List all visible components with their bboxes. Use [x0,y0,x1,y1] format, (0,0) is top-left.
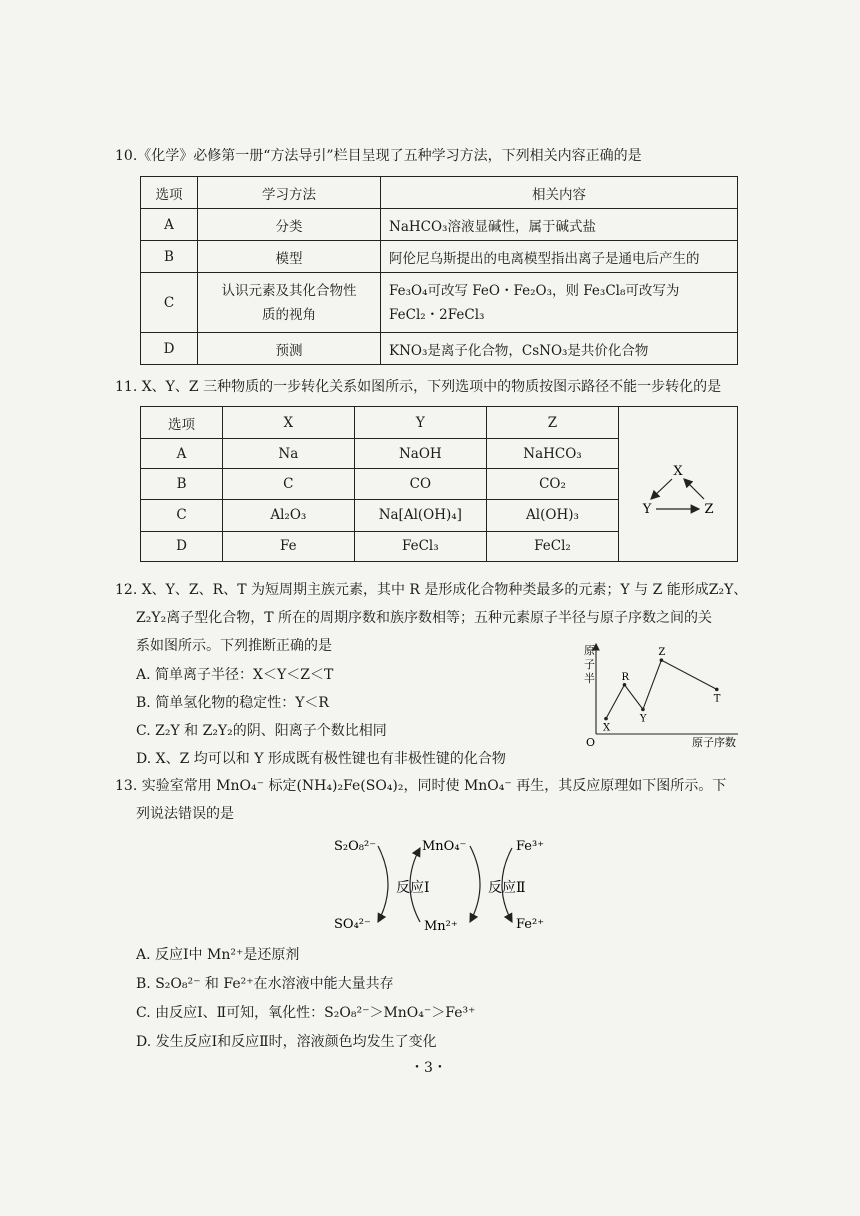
q10-row-b-method: 模型 [198,241,381,273]
q11-diagram-z: Z [704,502,714,517]
q11-row-b-z: CO₂ [487,469,619,499]
s2o8-label: S₂O₈²⁻ [334,839,377,854]
chart-series [603,647,721,733]
q11-header-y: Y [354,407,486,439]
q10-row-c-content: Fe₃O₄可改写 FeO・Fe₂O₃，则 Fe₃Cl₈可改写为 FeCl₂・2FeCl₃ [381,273,738,333]
q13-stem-line1: 13. 实验室常用 MnO₄⁻ 标定(NH₄)₂Fe(SO₄)₂，同时使 MnO₄⁻ 再生，其反应原理如下图所示。下 [115,778,727,794]
data-label-r: R [621,671,629,683]
q11-table [140,406,738,562]
table-row [141,241,738,273]
q10-row-a-content: NaHCO₃溶液显碱性，属于碱式盐 [381,209,738,241]
q11-row-c-option: C [141,499,223,531]
q12-option-b: B. 简单氢化物的稳定性：Y＜R [136,695,329,711]
q11-row-d-y: FeCl₃ [354,531,486,561]
q13-option-d: D. 发生反应Ⅰ和反应Ⅱ时，溶液颜色均发生了变化 [136,1034,437,1050]
data-point-y [641,708,645,712]
q11-row-c-y: Na[Al(OH)₄] [354,499,486,531]
fe2-label: Fe²⁺ [516,917,545,932]
y-axis-label-3: 半 [584,672,595,685]
q11-row-c-x: Al₂O₃ [223,499,355,531]
q13-option-c: C. 由反应Ⅰ、Ⅱ可知，氧化性：S₂O₈²⁻＞MnO₄⁻＞Fe³⁺ [136,1005,476,1021]
arrow-s2o8-to-so4 [378,846,388,922]
arrow-z-to-x [684,479,704,499]
q11-diagram-y: Y [642,502,652,517]
q13-reaction-diagram [320,830,580,940]
q11-row-d-option: D [141,531,223,561]
q13-option-a: A. 反应Ⅰ中 Mn²⁺是还原剂 [136,947,300,963]
q11-header-option: 选项 [141,407,223,439]
q10-header-content: 相关内容 [381,177,738,209]
q12-option-a: A. 简单离子半径：X＜Y＜Z＜T [136,667,334,683]
q10-header-method: 学习方法 [198,177,381,209]
q11-header-z: Z [487,407,619,439]
q13-option-b: B. S₂O₈²⁻ 和 Fe²⁺在水溶液中能大量共存 [136,976,394,992]
q12-option-d: D. X、Z 均可以和 Y 形成既有极性键也有非极性键的化合物 [136,751,506,767]
q10-row-b-option: B [141,241,198,273]
q11-triangle-diagram [619,407,737,557]
series-line [606,660,717,718]
q11-diagram-cell [618,407,737,562]
data-label-y: Y [639,713,647,725]
q11-row-a-z: NaHCO₃ [487,439,619,469]
q11-row-b-option: B [141,469,223,499]
data-label-x: X [603,722,611,734]
table-row [141,273,738,333]
data-point-r [623,683,627,687]
q11-row-d-z: FeCl₂ [487,531,619,561]
q11-row-b-x: C [223,469,355,499]
data-label-z: Z [658,647,666,659]
reaction-2-label: 反应Ⅱ [488,880,526,896]
q11-row-c-z: Al(OH)₃ [487,499,619,531]
q12-option-c: C. Z₂Y 和 Z₂Y₂的阴、阳离子个数比相同 [136,723,387,739]
reaction-1-label: 反应Ⅰ [396,880,430,896]
table-row [141,209,738,241]
q10-row-b-content: 阿伦尼乌斯提出的电离模型指出离子是通电后产生的 [381,241,738,273]
q11-row-b-y: CO [354,469,486,499]
q10-table [140,176,738,365]
q10-stem: 10.《化学》必修第一册“方法导引”栏目呈现了五种学习方法，下列相关内容正确的是 [115,148,642,164]
arrow-mno4-to-mn2 [470,846,480,922]
q10-header-option: 选项 [141,177,198,209]
q13-stem-line2: 列说法错误的是 [136,806,234,822]
data-point-t [715,688,719,692]
mn2-label: Mn²⁺ [424,919,458,934]
q12-stem-line3: 系如图所示。下列推断正确的是 [136,638,332,654]
x-axis-label: 原子序数 [692,736,736,748]
q10-row-d-content: KNO₃是离子化合物，CsNO₃是共价化合物 [381,333,738,365]
fe3-label: Fe³⁺ [516,839,545,854]
q11-row-a-x: Na [223,439,355,469]
table-row [141,333,738,365]
q11-header-x: X [223,407,355,439]
y-axis-label-2: 子 [584,658,595,671]
q12-stem-line2: Z₂Y₂离子型化合物，T 所在的周期序数和族序数相等；五种元素原子半径与原子序数之间的关 [136,610,712,626]
q10-row-c-option: C [141,273,198,333]
q12-radius-chart [580,638,750,748]
q11-row-a-option: A [141,439,223,469]
q10-row-a-option: A [141,209,198,241]
page-number: ・3・ [410,1060,447,1076]
q10-row-a-method: 分类 [198,209,381,241]
origin-label: O [586,736,596,748]
q11-stem: 11. X、Y、Z 三种物质的一步转化关系如图所示，下列选项中的物质按图示路径不能一步转化的是 [115,379,722,395]
so4-label: SO₄²⁻ [334,917,371,932]
arrow-x-to-y [651,479,672,499]
q10-row-c-method: 认识元素及其化合物性质的视角 [198,273,381,333]
data-point-x [604,717,608,721]
q11-row-d-x: Fe [223,531,355,561]
q10-row-d-option: D [141,333,198,365]
q12-stem-line1: 12. X、Y、Z、R、T 为短周期主族元素，其中 R 是形成化合物种类最多的元素；Y 与 Z 能形成Z₂Y、 [115,582,748,598]
y-axis-label-1: 原 [584,644,595,657]
q11-row-a-y: NaOH [354,439,486,469]
q11-diagram-x: X [673,464,683,479]
data-label-t: T [713,693,721,705]
mno4-label: MnO₄⁻ [422,839,467,854]
q10-row-d-method: 预测 [198,333,381,365]
data-point-z [660,658,664,662]
